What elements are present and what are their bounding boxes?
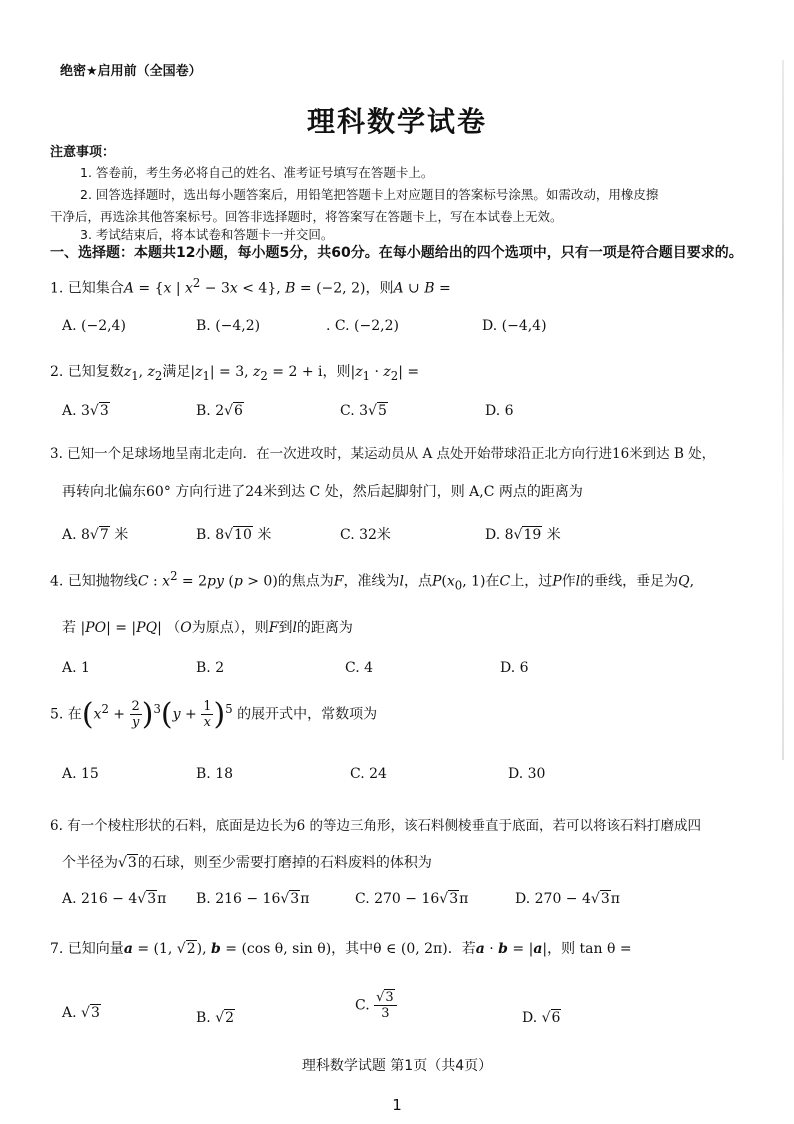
page-title: 理科数学试卷 — [306, 105, 487, 138]
q5-option-c: C. 24 — [350, 766, 387, 782]
q2-option-a: A. 3√3 — [62, 403, 109, 419]
q7-option-c: C. $\frac{√3}{3}$ — [355, 990, 397, 1021]
q7-option-d: D. √6 — [522, 1010, 561, 1026]
q2-option-b: B. 2√6 — [196, 403, 243, 419]
q3-option-c: C. 32米 — [340, 527, 391, 543]
q7-option-b: B. √2 — [196, 1010, 235, 1026]
q4-option-b: B. 2 — [196, 660, 225, 676]
question-3-line-1: 3. 已知一个足球场地呈南北走向．在一次进攻时，某运动员从 A 点处开始带球沿正北方向行进16米到达 B 处， — [50, 446, 716, 462]
q1-option-b: B. (−4,2) — [196, 318, 261, 334]
q1-option-a: A. (−2,4) — [62, 318, 126, 334]
page-number: 1 — [392, 1096, 402, 1114]
q1-option-d: D. (−4,4) — [482, 318, 547, 334]
q4-option-d: D. 6 — [500, 660, 529, 676]
question-6-line-2: 个半径为√3的石球，则至少需要打磨掉的石料废料的体积为 — [62, 855, 432, 871]
question-5-stem: 5. 在($x^2$ + $\frac{2}{y}$ )$^3$(y + $\frac{1}{x}$ )$^5$ 的展开式中，常数项为 — [50, 697, 378, 732]
notes-heading: 注意事项： — [50, 145, 116, 160]
q3-option-b: B. 8√10 米 — [196, 527, 272, 543]
q6-option-c: C. 270 − 16√3π — [355, 891, 469, 907]
note-line-3: 3. 考试结束后，将本试卷和答题卡一并交回。 — [80, 227, 334, 242]
q5-option-d: D. 30 — [508, 766, 546, 782]
question-7-stem: 7. 已知向量a = (1, √2), b = (cos θ, sin θ)，其中θ ∈ (0, 2π)．若a · b = |a|，则 tan θ = — [50, 941, 632, 957]
question-4-line-2: 若 |PO| = |PQ| （O为原点），则F到l的距离为 — [62, 620, 353, 636]
note-line-2b: 干净后，再选涂其他答案标号。回答非选择题时，将答案写在答题卡上，写在本试卷上无效。 — [50, 209, 563, 224]
q4-option-a: A. 1 — [62, 660, 90, 676]
q6-option-b: B. 216 − 16√3π — [196, 891, 310, 907]
q7-option-a: A. √3 — [62, 1005, 100, 1021]
q1-option-c: . C. (−2,2) — [326, 318, 399, 334]
question-4-line-1: 4. 已知抛物线C : $x^2 = 2py$ (p > 0)的焦点为F，准线为l，点$P(x_0$, 1)在C上，过P作l的垂线，垂足为Q, — [50, 569, 695, 593]
section-heading: 一、选择题：本题共12小题，每小题5分，共60分。在每小题给出的四个选项中，只有一项是符合题目要求的。 — [50, 245, 743, 261]
q3-option-d: D. 8√19 米 — [485, 527, 561, 543]
note-line-1: 1. 答卷前，考生务必将自己的姓名、准考证号填写在答题卡上。 — [80, 165, 434, 180]
q5-option-b: B. 18 — [196, 766, 234, 782]
question-2-stem: 2. 已知复数$z_1$, $z_2$满足$|z_1| = 3$, $z_2 = 2 + i$，则$|z_1 \cdot z_2|$ = — [50, 364, 420, 383]
q6-option-d: D. 270 − 4√3π — [515, 891, 620, 907]
q2-option-d: D. 6 — [485, 403, 514, 419]
secret-tag: 绝密★启用前（全国卷） — [60, 64, 202, 79]
q5-option-a: A. 15 — [62, 766, 99, 782]
q2-option-c: C. 3√5 — [340, 403, 387, 419]
page-footer-label: 理科数学试题 第1页（共4页） — [301, 1058, 493, 1074]
question-6-line-1: 6. 有一个棱柱形状的石料，底面是边长为6 的等边三角形，该石料侧棱垂直于底面，若可以将该石料打磨成四 — [50, 818, 702, 834]
q4-option-c: C. 4 — [345, 660, 374, 676]
question-1-stem: 1. 已知集合A = {x | $x^2 - 3x < 4$}, B = (−2, 2)，则A ∪ B = — [50, 276, 451, 297]
q6-option-a: A. 216 − 4√3π — [62, 891, 167, 907]
note-line-2a: 2. 回答选择题时，选出每小题答案后，用铅笔把答题卡上对应题目的答案标号涂黑。如需改动，用橡皮擦 — [80, 187, 659, 202]
q3-option-a: A. 8√7 米 — [62, 527, 129, 543]
question-3-line-2: 再转向北偏东60° 方向行进了24米到达 C 处，然后起脚射门，则 A,C 两点的距离为 — [62, 484, 583, 500]
scan-artifact — [782, 60, 784, 760]
